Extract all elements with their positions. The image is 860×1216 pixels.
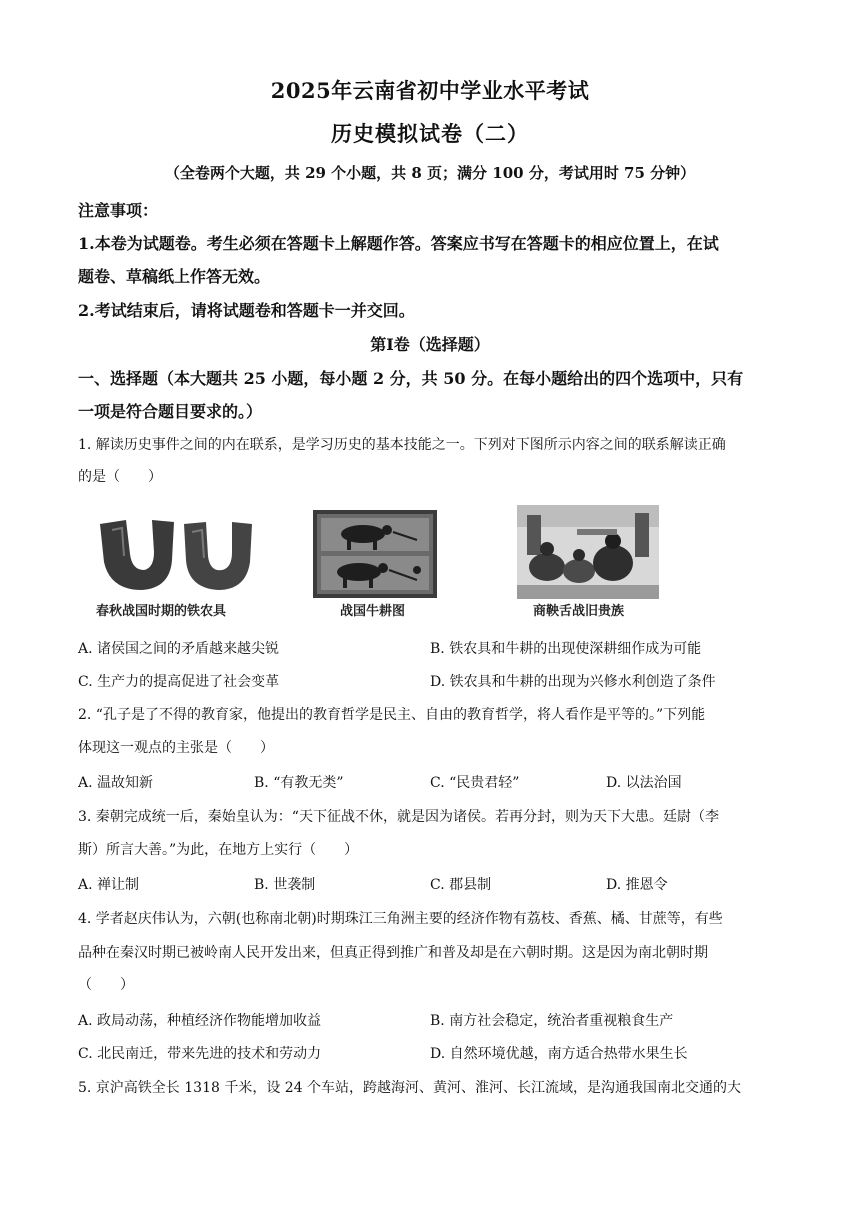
notice-heading: 注意事项：	[78, 201, 159, 220]
notice-item-1-line-1: 1.本卷为试题卷。考生必须在答题卡上解题作答。答案应书写在答题卡的相应位置上，在试	[78, 234, 719, 253]
q4-option-a[interactable]: A. 政局动荡，种植经济作物能增加收益	[78, 1013, 322, 1029]
ox-plowing-image	[313, 510, 437, 598]
q4-stem-line-3: （ ）	[78, 977, 134, 993]
q2-option-c[interactable]: C. “民贵君轻”	[430, 775, 520, 791]
q4-option-b[interactable]: B. 南方社会稳定，统治者重视粮食生产	[430, 1013, 674, 1029]
exam-title: 2025年云南省初中学业水平考试	[270, 78, 590, 103]
figure-caption-ox-plowing: 战国牛耕图	[340, 604, 406, 619]
q2-option-a[interactable]: A. 温故知新	[78, 775, 154, 791]
figure-caption-iron-tools: 春秋战国时期的铁农具	[96, 604, 227, 619]
q4-option-d[interactable]: D. 自然环境优越，南方适合热带水果生长	[430, 1046, 688, 1062]
section-intro-line-1: 一、选择题（本大题共 25 小题，每小题 2 分，共 50 分。在每小题给出的四个选项中，只有	[78, 369, 744, 388]
q3-option-d[interactable]: D. 推恩令	[606, 877, 668, 893]
section-title: 第Ⅰ卷（选择题）	[370, 335, 490, 354]
notice-item-2: 2.考试结束后，请将试题卷和答题卡一并交回。	[78, 301, 415, 320]
q1-option-d[interactable]: D. 铁农具和牛耕的出现为兴修水利创造了条件	[430, 674, 716, 690]
figure-caption-shang-yang: 商鞅舌战旧贵族	[533, 604, 625, 619]
q2-option-b[interactable]: B. “有教无类”	[254, 775, 344, 791]
q3-stem-line-1: 3. 秦朝完成统一后，秦始皇认为：“天下征战不休，就是因为诸侯。若再分封，则为天下大患。廷尉（李	[78, 809, 719, 825]
q3-option-c[interactable]: C. 郡县制	[430, 877, 492, 893]
q4-stem-line-1: 4. 学者赵庆伟认为，六朝(也称南北朝)时期珠江三角洲主要的经济作物有荔枝、香蕉、橘、甘蔗等，有些	[78, 911, 723, 927]
q1-option-c[interactable]: C. 生产力的提高促进了社会变革	[78, 674, 280, 690]
iron-tools-image	[92, 512, 262, 596]
q1-option-a[interactable]: A. 诸侯国之间的矛盾越来越尖锐	[78, 641, 280, 657]
section-intro-line-2: 一项是符合题目要求的。）	[78, 402, 263, 421]
q1-stem-line-2: 的是（ ）	[78, 469, 162, 485]
q1-option-b[interactable]: B. 铁农具和牛耕的出现使深耕细作成为可能	[430, 641, 702, 657]
q3-option-b[interactable]: B. 世袭制	[254, 877, 316, 893]
q2-stem-line-2: 体现这一观点的主张是（ ）	[78, 740, 274, 756]
shang-yang-debate-image	[517, 505, 659, 599]
exam-subtitle: 历史模拟试卷（二）	[331, 121, 529, 146]
q3-option-a[interactable]: A. 禅让制	[78, 877, 140, 893]
q2-stem-line-1: 2. “孔子是了不得的教育家，他提出的教育哲学是民主、自由的教育哲学，将人看作是平等的。”下列能	[78, 707, 706, 723]
exam-info: （全卷两个大题，共 29 个小题，共 8 页；满分 100 分，考试用时 75 分钟）	[164, 164, 696, 182]
q5-stem-line-1: 5. 京沪高铁全长 1318 千米，设 24 个车站，跨越海河、黄河、淮河、长江流域，是沟通我国南北交通的大	[78, 1080, 742, 1096]
notice-item-1-line-2: 题卷、草稿纸上作答无效。	[78, 267, 271, 286]
q2-option-d[interactable]: D. 以法治国	[606, 775, 682, 791]
q1-stem-line-1: 1. 解读历史事件之间的内在联系，是学习历史的基本技能之一。下列对下图所示内容之间的联系解读正确	[78, 437, 726, 453]
q4-stem-line-2: 品种在秦汉时期已被岭南人民开发出来，但真正得到推广和普及却是在六朝时期。这是因为南北朝时期	[78, 945, 708, 961]
q4-option-c[interactable]: C. 北民南迁，带来先进的技术和劳动力	[78, 1046, 322, 1062]
q3-stem-line-2: 斯）所言大善。”为此，在地方上实行（ ）	[78, 842, 359, 858]
